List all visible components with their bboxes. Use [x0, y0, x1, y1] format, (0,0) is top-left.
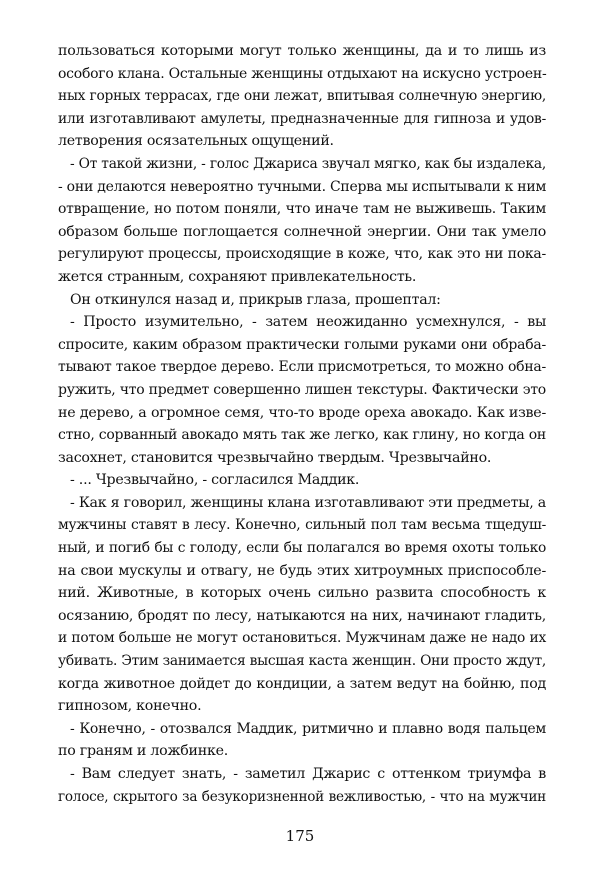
- text-line: не дерево, а огромное семя, что-то вроде ореха авокадо. Как изве-: [58, 404, 546, 421]
- text-line: спросите, каким образом практически голыми руками они обраба-: [58, 336, 546, 353]
- text-line: особого клана. Остальные женщины отдыхают на искусно устроен-: [58, 65, 547, 82]
- text-line: ных горных террасах, где они лежат, впитывая солнечную энергию,: [58, 88, 546, 105]
- text-line: осязанию, бродят по лесу, натыкаются на них, начинают гладить,: [58, 607, 546, 624]
- body-text: [58, 40, 546, 808]
- text-line: ний. Животные, в которых очень сильно развита способность к: [58, 585, 546, 602]
- text-line: - ... Чрезвычайно, - согласился Маддик.: [70, 472, 360, 489]
- text-line: или изготавливают амулеты, предназначенные для гипноза и удов-: [58, 110, 546, 127]
- text-line: - Конечно, - отозвался Маддик, ритмично и плавно водя пальцем: [70, 720, 546, 737]
- text-line: пользоваться которыми могут только женщины, да и то лишь из: [58, 43, 546, 59]
- text-line: убивать. Этим занимается высшая каста женщин. Они просто ждут,: [58, 653, 546, 670]
- text-line: - Как я говорил, женщины клана изготавливают эти предметы, а: [70, 494, 546, 511]
- text-line: жется странным, сохраняют привлекательность.: [58, 268, 417, 285]
- text-line: на свои мускулы и отвагу, не будь этих хитроумных приспособле-: [58, 562, 546, 579]
- text-line: и потом больше не могут остановиться. Мужчинам даже не надо их: [58, 630, 546, 647]
- text-line: - они делаются невероятно тучными. Сперва мы испытывали к ним: [58, 178, 547, 195]
- text-line: когда животное дойдет до кондиции, а затем ведут на бойню, под: [58, 675, 546, 692]
- text-line: образом больше поглощается солнечной энергии. Они так умело: [58, 223, 546, 240]
- text-line: голосе, скрытого за безукоризненной вежливостью, - что на мужчин: [58, 788, 546, 805]
- text-line: ружить, что предмет совершенно лишен текстуры. Фактически это: [58, 381, 546, 398]
- text-line: по граням и ложбинке.: [58, 743, 228, 760]
- text-line: - Просто изумительно, - затем неожиданно усмехнулся, - вы: [70, 314, 546, 331]
- page-number: 175: [285, 827, 315, 845]
- text-line: Он откинулся назад и, прикрыв глаза, прошептал:: [70, 291, 441, 308]
- text-line: засохнет, становится чрезвычайно твердым. Чрезвычайно.: [58, 449, 492, 466]
- text-line: гипнозом, конечно.: [58, 698, 202, 715]
- text-line: тывают такое твердое дерево. Если присмотреться, то можно обна-: [58, 359, 546, 376]
- text-line: - От такой жизни, - голос Джариса звучал мягко, как бы издалека,: [70, 155, 546, 172]
- text-line: отвращение, но потом поняли, что иначе там не выживешь. Таким: [58, 201, 546, 218]
- text-line: мужчины ставят в лесу. Конечно, сильный пол там весьма тщедуш-: [58, 517, 546, 534]
- text-line: ный, и погиб бы с голоду, если бы полагался во время охоты только: [58, 540, 546, 557]
- text-line: регулируют процессы, происходящие в коже, что, как это ни пока-: [58, 246, 546, 263]
- text-line: стно, сорванный авокадо мять так же легко, как глину, но когда он: [58, 427, 546, 444]
- text-line: - Вам следует знать, - заметил Джарис с оттенком триумфа в: [70, 766, 546, 782]
- text-line: летворения осязательных ощущений.: [58, 133, 334, 150]
